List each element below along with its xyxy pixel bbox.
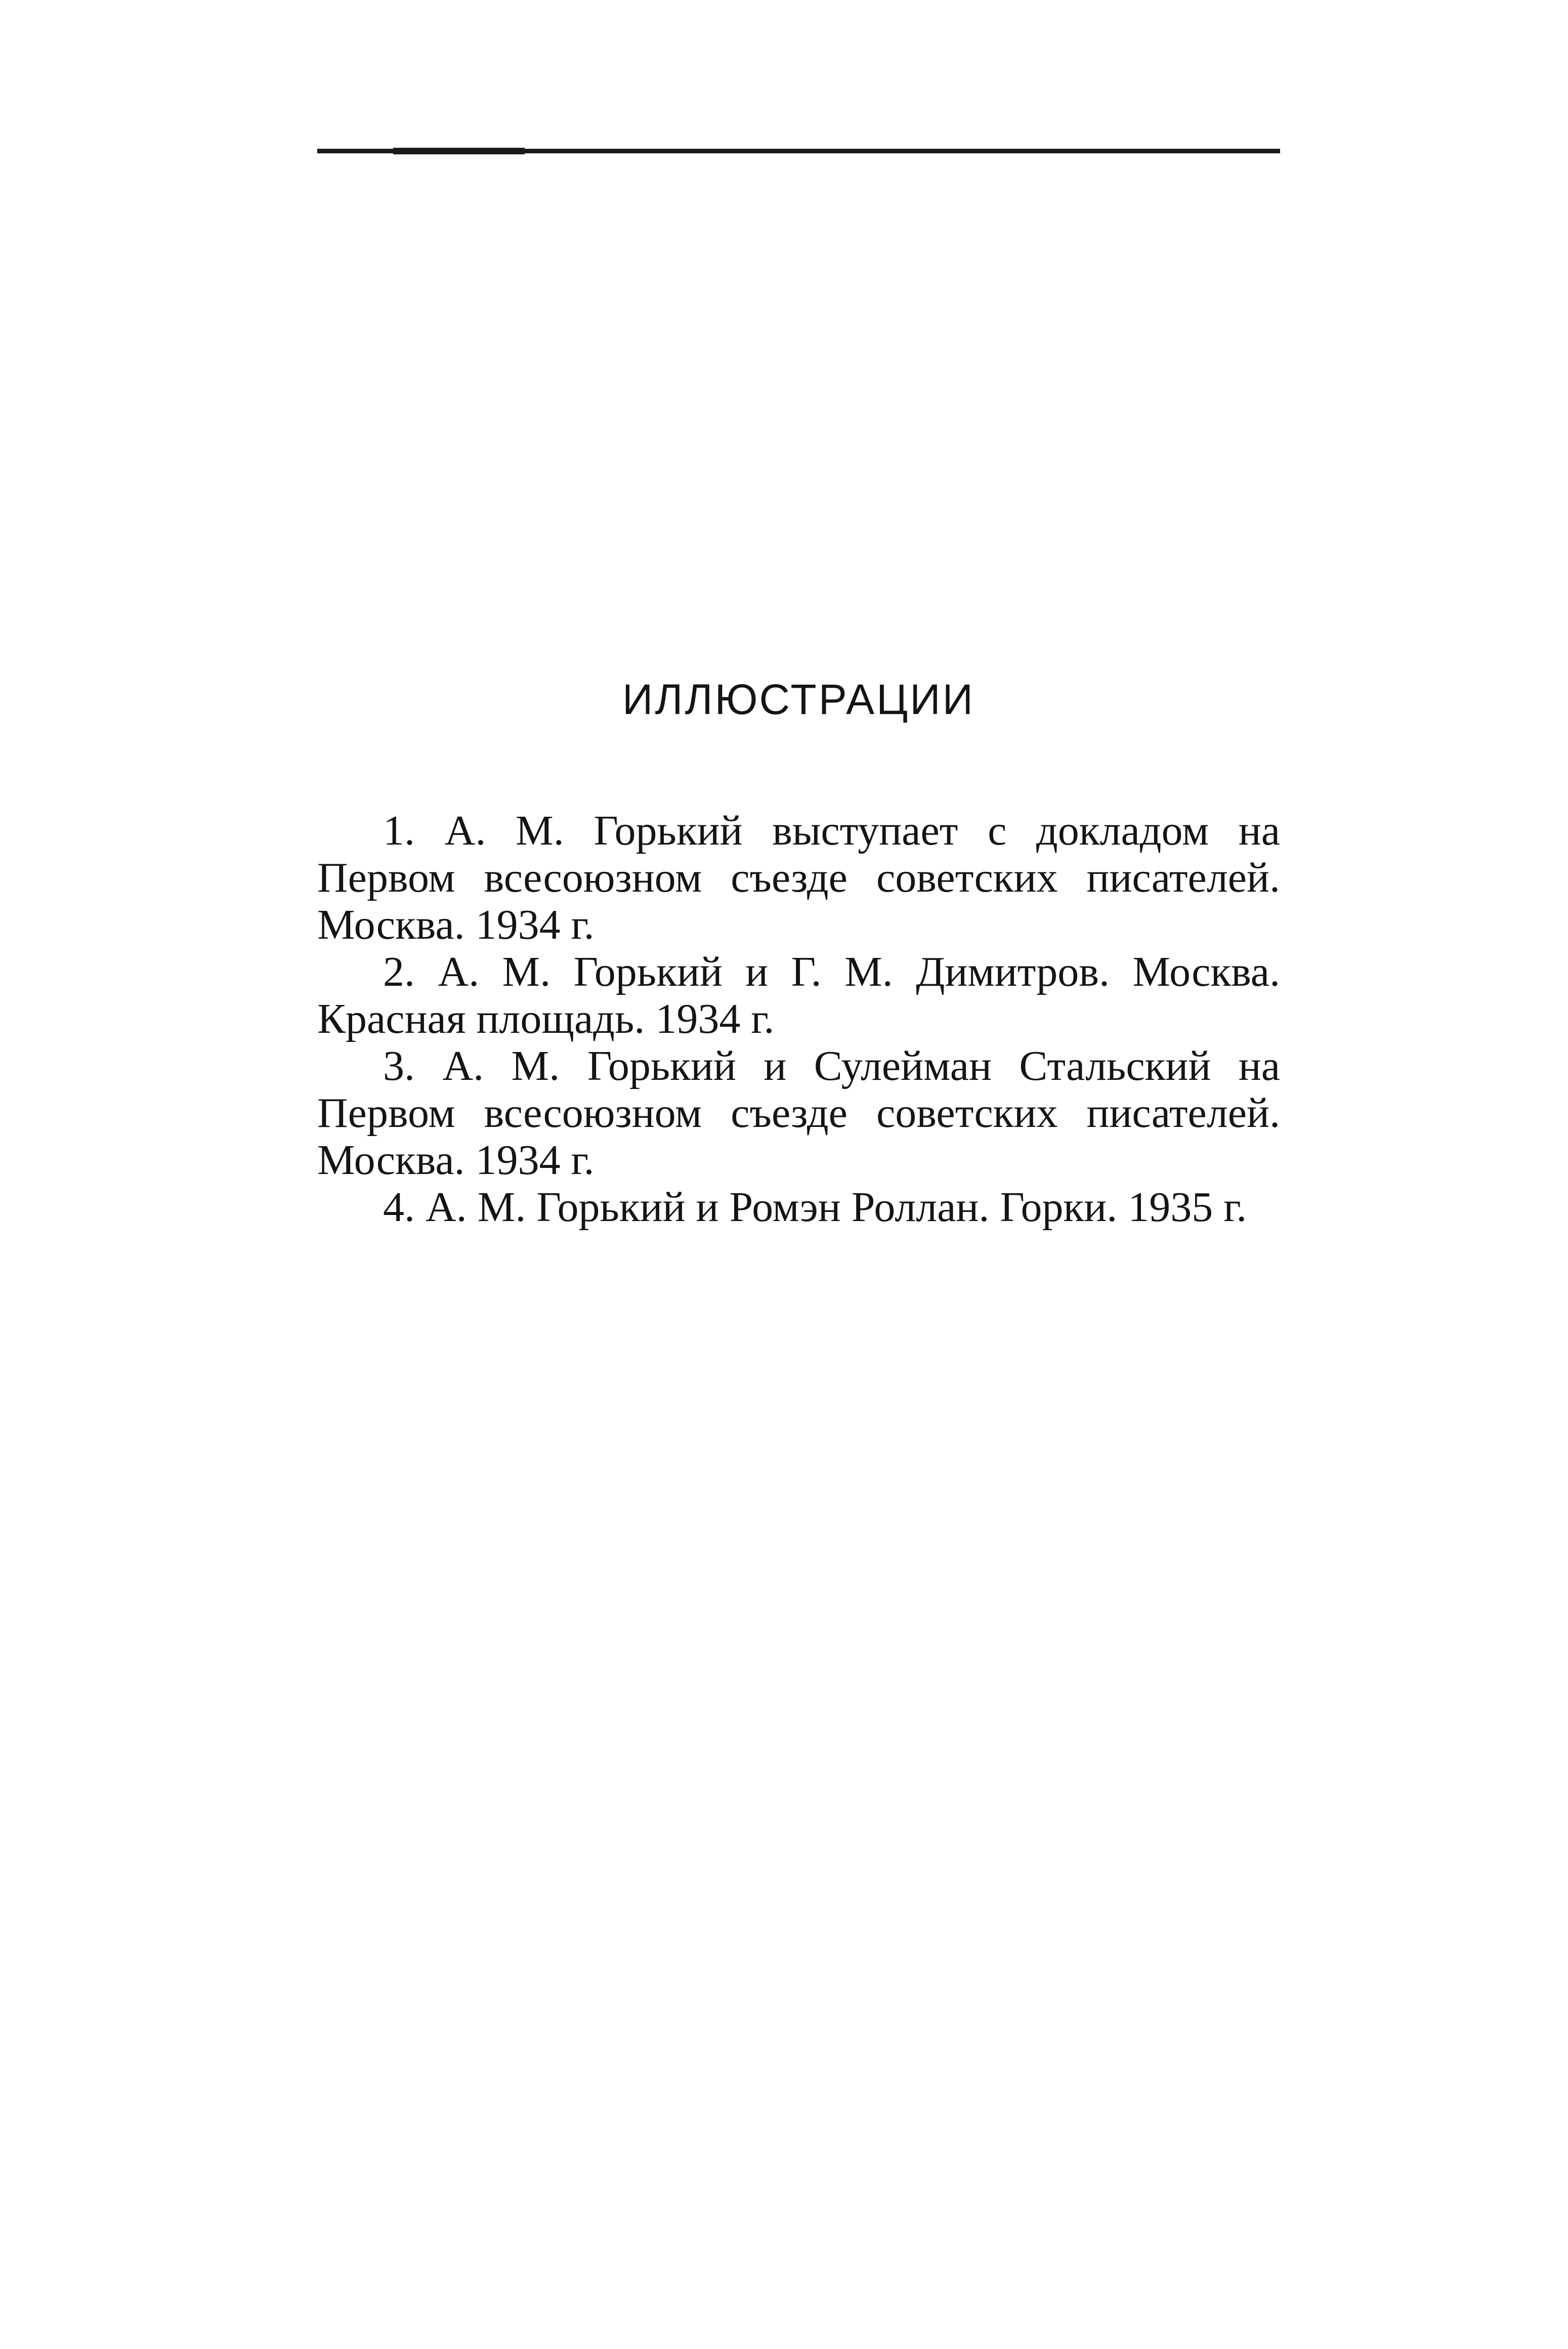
- illustrations-list: [317, 807, 1280, 1231]
- top-rule: [317, 149, 1280, 153]
- item-number: 4.: [383, 1184, 415, 1231]
- list-item: [317, 1184, 1280, 1231]
- item-text: А. М. Горький и Сулейман Стальский на Первом всесоюзном съезде советских писателей. Москва. 1934 г.: [317, 1042, 1280, 1184]
- list-item: [317, 948, 1280, 1042]
- item-text: А. М. Горький выступает с докладом на Первом всесоюзном съезде советских писателей. Москва. 1934 г.: [317, 807, 1280, 948]
- item-number: 1.: [383, 807, 415, 854]
- list-item: [317, 807, 1280, 948]
- item-number: 3.: [383, 1042, 415, 1089]
- item-number: 2.: [383, 948, 415, 995]
- list-item: [317, 1042, 1280, 1184]
- item-text: А. М. Горький и Г. М. Димитров. Москва. Красная площадь. 1934 г.: [317, 948, 1280, 1042]
- page-title: ИЛЛЮСТРАЦИИ: [622, 676, 976, 723]
- item-text: А. М. Горький и Ромэн Роллан. Горки. 1935 г.: [426, 1184, 1247, 1231]
